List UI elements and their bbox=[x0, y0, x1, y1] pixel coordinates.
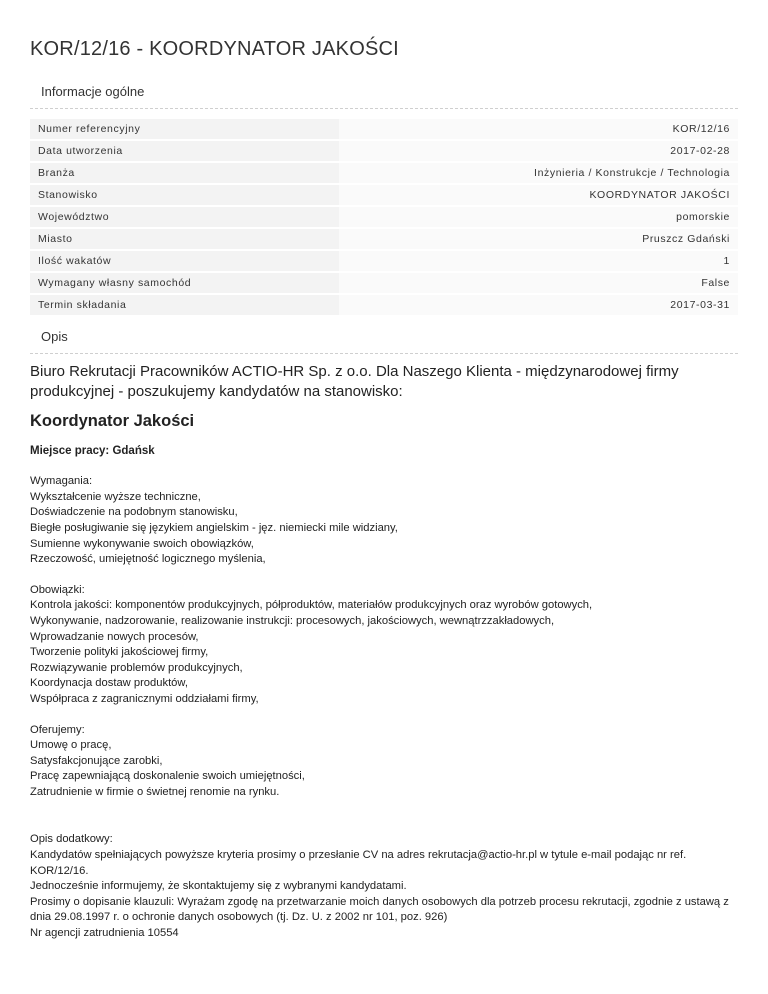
list-item: Kandydatów spełniających powyższe kryteria prosimy o przesłanie CV na adres rekrutacja@actio-hr.pl w tytule e-mail podając nr ref. KOR/12/16. bbox=[30, 849, 687, 877]
detail-key: Termin składania bbox=[30, 295, 339, 315]
list-item: Wykonywanie, nadzorowanie, realizowanie instrukcji: procesowych, jakościowych, wewnątrzzakładowych, bbox=[30, 614, 555, 627]
list-item: Jednocześnie informujemy, że skontaktujemy się z wybranymi kandydatami. bbox=[30, 880, 407, 893]
workplace: Miejsce pracy: Gdańsk bbox=[30, 444, 155, 457]
detail-value: KOORDYNATOR JAKOŚCI bbox=[339, 185, 738, 205]
detail-value: Pruszcz Gdański bbox=[339, 229, 738, 249]
detail-value: 2017-03-31 bbox=[339, 295, 738, 315]
detail-value: 1 bbox=[339, 251, 738, 271]
detail-value: pomorskie bbox=[339, 207, 738, 227]
detail-key: Wymagany własny samochód bbox=[30, 273, 339, 293]
detail-key: Stanowisko bbox=[30, 185, 339, 205]
list-item: Nr agencji zatrudnienia 10554 bbox=[30, 927, 179, 940]
list-item: Koordynacja dostaw produktów, bbox=[30, 677, 188, 690]
detail-value: Inżynieria / Konstrukcje / Technologia bbox=[339, 163, 738, 183]
list-item: Zatrudnienie w firmie o świetnej renomie na rynku. bbox=[30, 785, 280, 798]
page-title: KOR/12/16 - KOORDYNATOR JAKOŚCI bbox=[30, 38, 399, 60]
list-item: Wymagania: bbox=[30, 475, 93, 488]
table-row bbox=[30, 207, 738, 227]
list-item: Biegłe posługiwanie się językiem angielskim - jęz. niemiecki mile widziany, bbox=[30, 521, 398, 534]
table-row bbox=[30, 229, 738, 249]
section-description-heading: Opis bbox=[41, 329, 68, 344]
list-item: Sumienne wykonywanie swoich obowiązków, bbox=[30, 537, 254, 550]
list-item: Rozwiązywanie problemów produkcyjnych, bbox=[30, 661, 243, 674]
job-title: Koordynator Jakości bbox=[30, 412, 195, 430]
list-item: Opis dodatkowy: bbox=[30, 833, 113, 846]
table-row bbox=[30, 295, 738, 315]
divider bbox=[30, 108, 738, 109]
offer-list bbox=[30, 723, 738, 801]
extra-info bbox=[30, 832, 738, 941]
list-item: Umowę o pracę, bbox=[30, 739, 112, 752]
list-item: Wykształcenie wyższe techniczne, bbox=[30, 490, 201, 503]
detail-key: Branża bbox=[30, 163, 339, 183]
table-row bbox=[30, 141, 738, 161]
detail-key: Województwo bbox=[30, 207, 339, 227]
table-row bbox=[30, 119, 738, 139]
list-item: Oferujemy: bbox=[30, 723, 85, 736]
list-item: Wprowadzanie nowych procesów, bbox=[30, 630, 199, 643]
details-table bbox=[30, 117, 738, 317]
detail-value: False bbox=[339, 273, 738, 293]
requirements-list bbox=[30, 474, 738, 568]
duties-list bbox=[30, 583, 738, 708]
table-row bbox=[30, 163, 738, 183]
detail-key: Data utworzenia bbox=[30, 141, 339, 161]
intro-text: Biuro Rekrutacji Pracowników ACTIO-HR Sp. z o.o. Dla Naszego Klienta - międzynarodowej firmy produkcyjnej - poszukujemy kandydatów na stanowisko: bbox=[30, 363, 679, 400]
table-row bbox=[30, 185, 738, 205]
detail-key: Miasto bbox=[30, 229, 339, 249]
table-row bbox=[30, 273, 738, 293]
detail-key: Numer referencyjny bbox=[30, 119, 339, 139]
list-item: Współpraca z zagranicznymi oddziałami firmy, bbox=[30, 692, 259, 705]
list-item: Tworzenie polityki jakościowej firmy, bbox=[30, 646, 209, 659]
detail-value: 2017-02-28 bbox=[339, 141, 738, 161]
list-item: Kontrola jakości: komponentów produkcyjnych, półproduktów, materiałów produkcyjnych oraz wyrobów gotowych, bbox=[30, 599, 593, 612]
description bbox=[30, 362, 738, 942]
detail-key: Ilość wakatów bbox=[30, 251, 339, 271]
detail-value: KOR/12/16 bbox=[339, 119, 738, 139]
divider bbox=[30, 353, 738, 354]
table-row bbox=[30, 251, 738, 271]
section-general-heading: Informacje ogólne bbox=[41, 84, 145, 99]
list-item: Prosimy o dopisanie klauzuli: Wyrażam zgodę na przetwarzanie moich danych osobowych dla potrzeb procesu rekrutacji, zgodnie z ustawą z dnia 29.08.1997 r. o ochronie danych osobowych (tj. Dz. U. z 2002 nr 101, poz. 926) bbox=[30, 895, 729, 924]
list-item: Obowiązki: bbox=[30, 583, 85, 596]
list-item: Satysfakcjonujące zarobki, bbox=[30, 754, 163, 767]
list-item: Rzeczowość, umiejętność logicznego myślenia, bbox=[30, 553, 266, 566]
list-item: Doświadczenie na podobnym stanowisku, bbox=[30, 506, 238, 519]
list-item: Pracę zapewniającą doskonalenie swoich umiejętności, bbox=[30, 770, 305, 783]
